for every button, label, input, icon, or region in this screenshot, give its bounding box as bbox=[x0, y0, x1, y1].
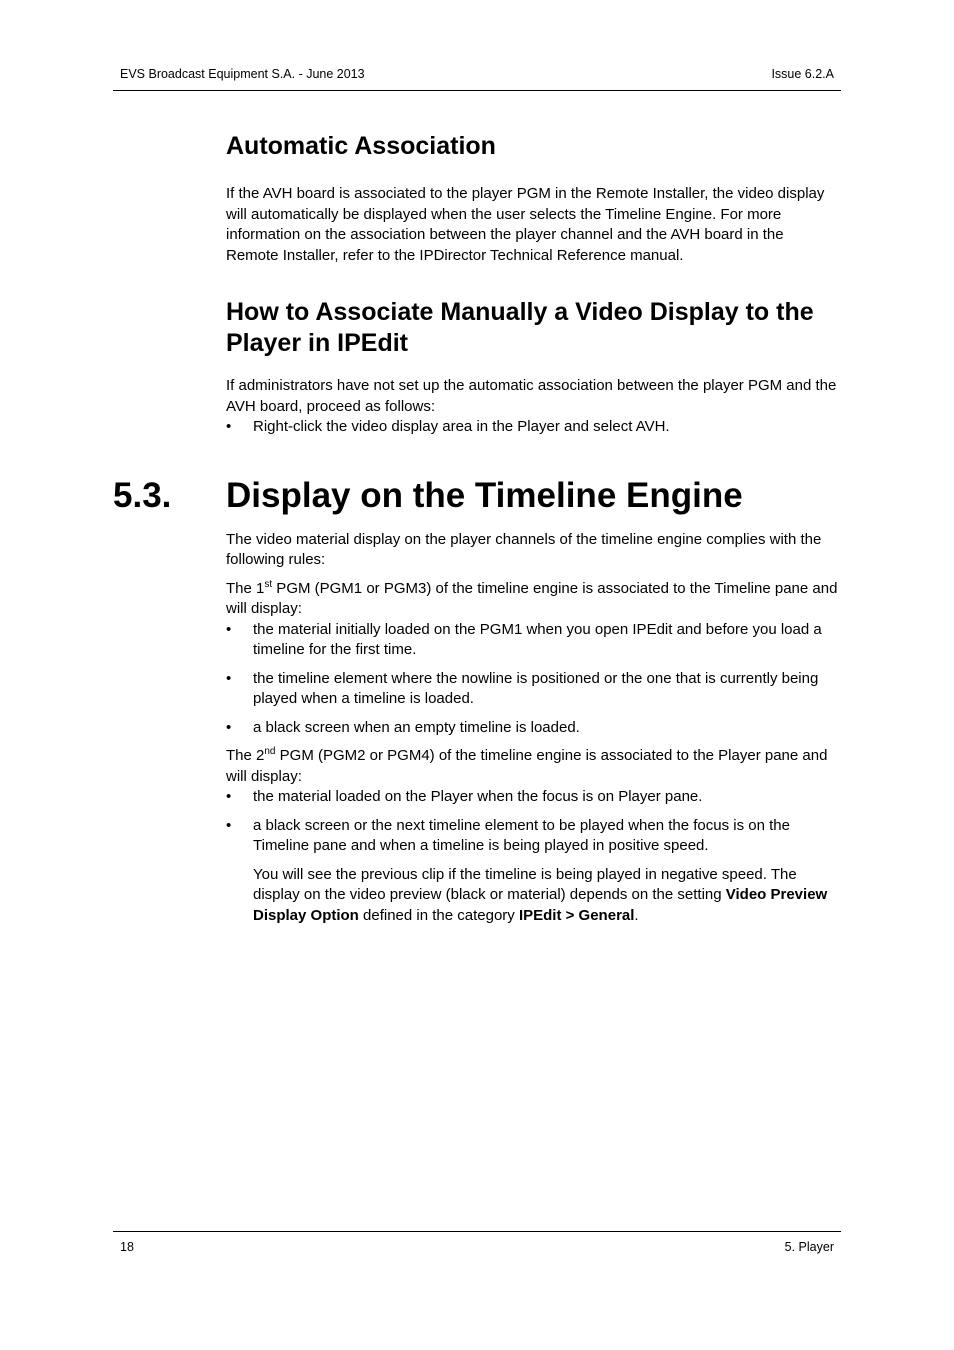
list-item-text: Right-click the video display area in the Player and select AVH. bbox=[253, 418, 670, 435]
footer-page-number: 18 bbox=[120, 1240, 134, 1254]
section-title: Display on the Timeline Engine bbox=[226, 475, 743, 515]
bullet-glyph: • bbox=[226, 620, 232, 638]
list-item bbox=[226, 816, 840, 857]
bullet-glyph: • bbox=[226, 718, 232, 736]
pgm2-rest: PGM (PGM2 or PGM4) of the timeline engine is associated to the Player pane and will display: bbox=[226, 747, 828, 785]
header-issue: Issue 6.2.A bbox=[771, 67, 834, 81]
manual-association-steps bbox=[226, 417, 840, 438]
pgm2-display-list bbox=[226, 787, 840, 857]
pgm1-ordinal: st bbox=[264, 578, 273, 590]
footer-chapter: 5. Player bbox=[784, 1240, 834, 1254]
bullet-glyph: • bbox=[226, 788, 232, 805]
list-item-text: a black screen or the next timeline element to be played when the focus is on the Timeline pane and when a timeline is being played in positive speed. bbox=[253, 816, 790, 854]
pgm1-lead: The 1 bbox=[226, 579, 265, 597]
bullet-glyph: • bbox=[226, 418, 232, 435]
page-footer bbox=[113, 1231, 841, 1258]
list-item-text: the material initially loaded on the PGM1 when you open IPEdit and before you load a timeline for the first time. bbox=[253, 620, 822, 658]
paragraph-section-intro: The video material display on the player channels of the timeline engine complies with the following rules: bbox=[226, 530, 822, 568]
list-item bbox=[226, 417, 840, 438]
section-number: 5.3. bbox=[113, 475, 172, 515]
page-header bbox=[113, 64, 841, 91]
paragraph-automatic-association: If the AVH board is associated to the player PGM in the Remote Installer, the video display will automatically be displayed when the user selects the Timeline Engine. For more information on the association between the player channel and the AVH board in the Remote Installer, refer to the IPDirector Technical Reference manual. bbox=[226, 185, 825, 264]
bullet-glyph: • bbox=[226, 669, 232, 687]
paragraph-pgm1 bbox=[226, 579, 840, 620]
list-item-text: a black screen when an empty timeline is loaded. bbox=[253, 718, 580, 736]
list-item-text: the timeline element where the nowline is positioned or the one that is currently being played when a timeline is loaded. bbox=[253, 669, 819, 707]
list-item bbox=[226, 669, 840, 710]
page-content bbox=[113, 127, 840, 926]
list-item bbox=[226, 620, 840, 661]
list-item bbox=[226, 718, 840, 739]
section-heading bbox=[113, 474, 840, 518]
heading-manual-association: How to Associate Manually a Video Display to the Player in IPEdit bbox=[226, 298, 814, 357]
paragraph-pgm2 bbox=[226, 746, 840, 787]
pgm1-rest: PGM (PGM1 or PGM3) of the timeline engine is associated to the Timeline pane and will display: bbox=[226, 579, 838, 617]
note-text-2: defined in the category bbox=[358, 906, 519, 924]
note-setting-name: Video Preview Display Option bbox=[253, 886, 828, 924]
pgm2-ordinal: nd bbox=[264, 746, 276, 757]
header-publisher: EVS Broadcast Equipment S.A. - June 2013 bbox=[120, 67, 365, 81]
note-category-name: IPEdit > General bbox=[518, 906, 635, 924]
paragraph-note bbox=[226, 865, 840, 927]
list-item-text: the material loaded on the Player when the focus is on Player pane. bbox=[253, 788, 703, 805]
pgm2-lead: The 2 bbox=[226, 747, 265, 764]
pgm1-display-list bbox=[226, 620, 840, 739]
bullet-glyph: • bbox=[226, 816, 232, 834]
heading-automatic-association: Automatic Association bbox=[226, 132, 496, 160]
note-text-3: . bbox=[634, 906, 639, 924]
list-item bbox=[226, 787, 840, 808]
paragraph-manual-association: If administrators have not set up the automatic association between the player PGM and the AVH board, proceed as follows: bbox=[226, 377, 837, 415]
note-text-1: You will see the previous clip if the timeline is being played in negative speed. The display on the video preview (black or material) depends on the setting bbox=[253, 865, 797, 903]
